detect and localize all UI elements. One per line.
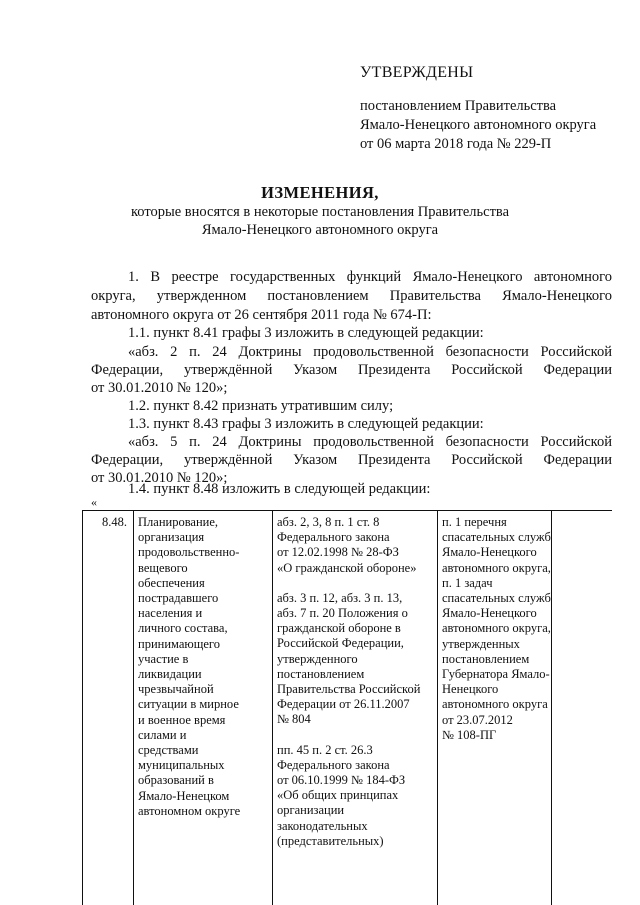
cell-line: муниципальных (138, 758, 225, 773)
cell-line: Федерации от 26.11.2007 (277, 697, 410, 712)
cell-line: утвержденного (277, 651, 358, 666)
cell-line: гражданской обороне в (277, 621, 401, 636)
document-title: ИЗМЕНЕНИЯ, (261, 183, 379, 202)
amendment-table (82, 510, 612, 905)
cell-line: организация (138, 530, 205, 545)
cell-line: автономного округа, (442, 621, 551, 636)
body-line: «абз. 5 п. 24 Доктрины продовольственной безопасности Российской (128, 434, 612, 450)
cell-line: «Об общих принципах (277, 788, 399, 803)
cell-line: силами и (138, 727, 187, 742)
body-line: от 30.01.2010 № 120»; (91, 470, 228, 486)
row-number-cell (83, 511, 134, 905)
cell-line: (представительных) (277, 833, 384, 848)
cell-line: ликвидации (138, 667, 202, 682)
cell-line: принимающего (138, 636, 220, 651)
cell-line: личного состава, (138, 621, 228, 636)
opening-quote-mark: « (91, 495, 97, 509)
cell-line: № 804 (277, 712, 311, 727)
cell-line: пп. 45 п. 2 ст. 26.3 (277, 742, 373, 757)
body-line: 1.3. пункт 8.43 графы 3 изложить в следующей редакции: (128, 416, 484, 432)
services-cell (438, 511, 552, 905)
cell-line: средствами (138, 743, 199, 758)
cell-line: Российской Федерации, (277, 636, 404, 651)
cell-line: продовольственно- (138, 545, 240, 560)
body-line: Федерации, утверждённой Указом Президента Российской Федерации (91, 362, 612, 378)
cell-line: п. 1 перечня (442, 515, 507, 529)
body-line: Федерации, утверждённой Указом Президента Российской Федерации (91, 452, 612, 468)
cell-line: чрезвычайной (138, 682, 214, 697)
body-line: от 30.01.2010 № 120»; (91, 380, 228, 396)
decree-line-3: от 06 марта 2018 года № 229-П (360, 136, 552, 152)
body-line: 1. В реестре государственных функций Ямало-Ненецкого автономного (128, 269, 612, 285)
cell-line: Ямало-Ненецком (138, 788, 230, 803)
cell-line: утвержденных (442, 636, 520, 651)
cell-line: Ненецкого (442, 682, 499, 697)
cell-line: от 12.02.1998 № 28-ФЗ (277, 545, 399, 560)
cell-line: автономном округе (138, 803, 241, 818)
cell-line: населения и (138, 606, 203, 621)
cell-line: Планирование, (138, 515, 219, 529)
cell-line: Правительства Российской (277, 682, 421, 697)
cell-line: Ямало-Ненецкого (442, 606, 537, 621)
cell-line: спасательных служб (442, 591, 551, 606)
body-line: «абз. 2 п. 24 Доктрины продовольственной безопасности Российской (128, 344, 612, 360)
body-line: 1.2. пункт 8.42 признать утратившим силу; (128, 398, 394, 414)
decree-line-2: Ямало-Ненецкого автономного округа (360, 117, 597, 133)
cell-line: Губернатора Ямало- (442, 667, 550, 682)
cell-line: Федерального закона (277, 757, 390, 772)
cell-line: абз. 2, 3, 8 п. 1 ст. 8 (277, 515, 380, 529)
cell-line: Ямало-Ненецкого (442, 545, 537, 560)
cell-line: автономного округа (442, 697, 548, 712)
body-line: округа, утвержденном постановлением Правительства Ямало-Ненецкого (91, 288, 612, 304)
body-line: автономного округа от 26 сентября 2011 года № 674-П: (91, 307, 432, 323)
empty-cell (552, 511, 613, 905)
table-row (83, 511, 613, 905)
cell-line: организации (277, 803, 345, 818)
cell-line: участие в (138, 651, 189, 666)
body-line: 1.4. пункт 8.48 изложить в следующей редакции: (128, 481, 431, 497)
approved-heading: УТВЕРЖДЕНЫ (360, 64, 474, 81)
cell-line: от 06.10.1999 № 184-ФЗ (277, 773, 406, 788)
cell-line: и военное время (138, 712, 226, 727)
cell-line: образований в (138, 773, 214, 788)
function-name-cell (134, 511, 273, 905)
row-number: 8.48. (102, 515, 127, 529)
cell-line: постановлением (277, 666, 365, 681)
cell-line: спасательных служб (442, 530, 551, 545)
cell-line: абз. 3 п. 12, абз. 3 п. 13, (277, 590, 403, 605)
cell-line: законодательных (277, 818, 368, 833)
legal-basis-cell (273, 511, 438, 905)
subtitle-line-2: Ямало-Ненецкого автономного округа (201, 222, 439, 238)
cell-line: пострадавшего (138, 591, 219, 606)
body-line: 1.1. пункт 8.41 графы 3 изложить в следующей редакции: (128, 325, 484, 341)
subtitle-line-1: которые вносятся в некоторые постановления Правительства (130, 204, 510, 220)
cell-line: № 108-ПГ (442, 727, 497, 742)
cell-line: вещевого (138, 560, 188, 575)
cell-line: постановлением (442, 651, 530, 666)
decree-line-1: постановлением Правительства (360, 98, 557, 114)
cell-line: п. 1 задач (442, 575, 493, 590)
cell-line: Федерального закона (277, 530, 390, 545)
cell-line: обеспечения (138, 575, 205, 590)
cell-line: ситуации в мирное (138, 697, 239, 712)
cell-line: «О гражданской обороне» (277, 560, 417, 575)
cell-line: автономного округа, (442, 560, 551, 575)
cell-line: от 23.07.2012 (442, 712, 513, 727)
cell-line: абз. 7 п. 20 Положения о (277, 606, 408, 621)
